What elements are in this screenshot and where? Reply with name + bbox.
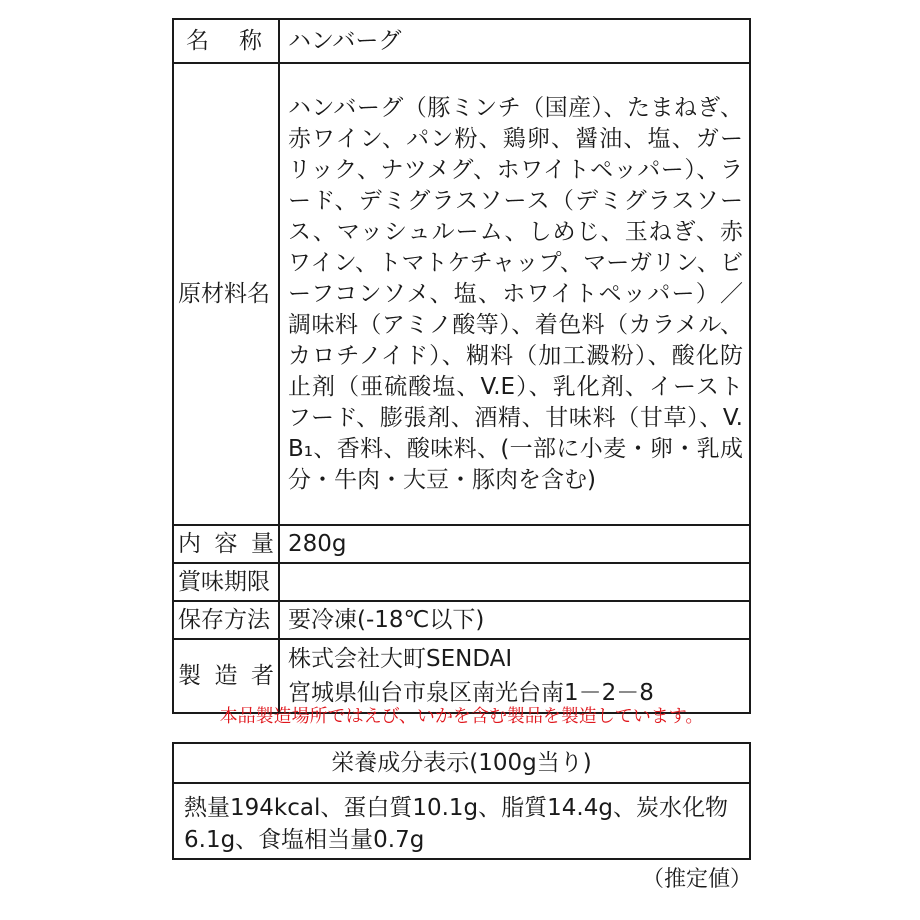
row-product-name — [173, 19, 750, 63]
nutrition-values: 熱量194kcal、蛋白質10.1g、脂質14.4g、炭水化物6.1g、食塩相当量0.7g — [184, 795, 728, 853]
manufacturer-name: 株式会社大町SENDAI — [288, 646, 513, 672]
label-best-before: 賞味期限 — [173, 563, 279, 601]
label-manufacturer — [173, 639, 279, 713]
label-volume-char-1: 内 — [178, 531, 201, 557]
label-volume-char-2: 容 — [214, 531, 238, 557]
allergen-warning: 本品製造場所ではえび、いかを含む製品を製造しています。 — [219, 706, 704, 727]
value-manufacturer — [279, 639, 750, 713]
row-best-before — [173, 563, 750, 601]
product-label-table — [172, 18, 751, 714]
label-maker-char-2: 造 — [214, 663, 238, 689]
value-volume: 280g — [279, 525, 750, 563]
label-maker-char-3: 者 — [251, 663, 274, 689]
label-name-char-2: 称 — [239, 28, 262, 54]
row-volume — [173, 525, 750, 563]
value-storage: 要冷凍(-18℃以下) — [279, 601, 750, 639]
row-ingredients — [173, 63, 750, 525]
label-volume-char-3: 量 — [251, 531, 274, 557]
value-ingredients: ハンバーグ（豚ミンチ（国産）、たまねぎ、赤ワイン、パン粉、鶏卵、醤油、塩、ガーリック、ナツメグ、ホワイトペッパー）、ラード、デミグラスソース（デミグラスソース、マッシュルーム、しめじ、玉ねぎ、赤ワイン、トマトケチャップ、マーガリン、ビーフコンソメ、塩、ホワイトペッパー）／調味料（アミノ酸等）、着色料（カラメル、カロチノイド）、糊料（加工澱粉）、酸化防止剤（亜硫酸塩、V.E）、乳化剤、イーストフード、膨張剤、酒精、甘味料（甘草）、V.B₁、香料、酸味料、(一部に小麦・卵・乳成分・牛肉・大豆・豚肉を含む) — [279, 63, 750, 525]
nutrition-title: 栄養成分表示(100g当り) — [174, 744, 749, 784]
label-name — [173, 19, 279, 63]
label-storage: 保存方法 — [173, 601, 279, 639]
nutrition-box — [172, 742, 751, 860]
value-product-name: ハンバーグ — [279, 19, 750, 63]
label-volume — [173, 525, 279, 563]
estimate-note: （推定値） — [641, 867, 752, 892]
manufacturer-address: 宮城県仙台市泉区南光台南1－2－8 — [288, 680, 654, 706]
row-storage — [173, 601, 750, 639]
label-name-char-1: 名 — [186, 28, 209, 54]
label-maker-char-1: 製 — [178, 663, 201, 689]
label-ingredients: 原材料名 — [173, 63, 279, 525]
row-manufacturer — [173, 639, 750, 713]
value-best-before — [279, 563, 750, 601]
